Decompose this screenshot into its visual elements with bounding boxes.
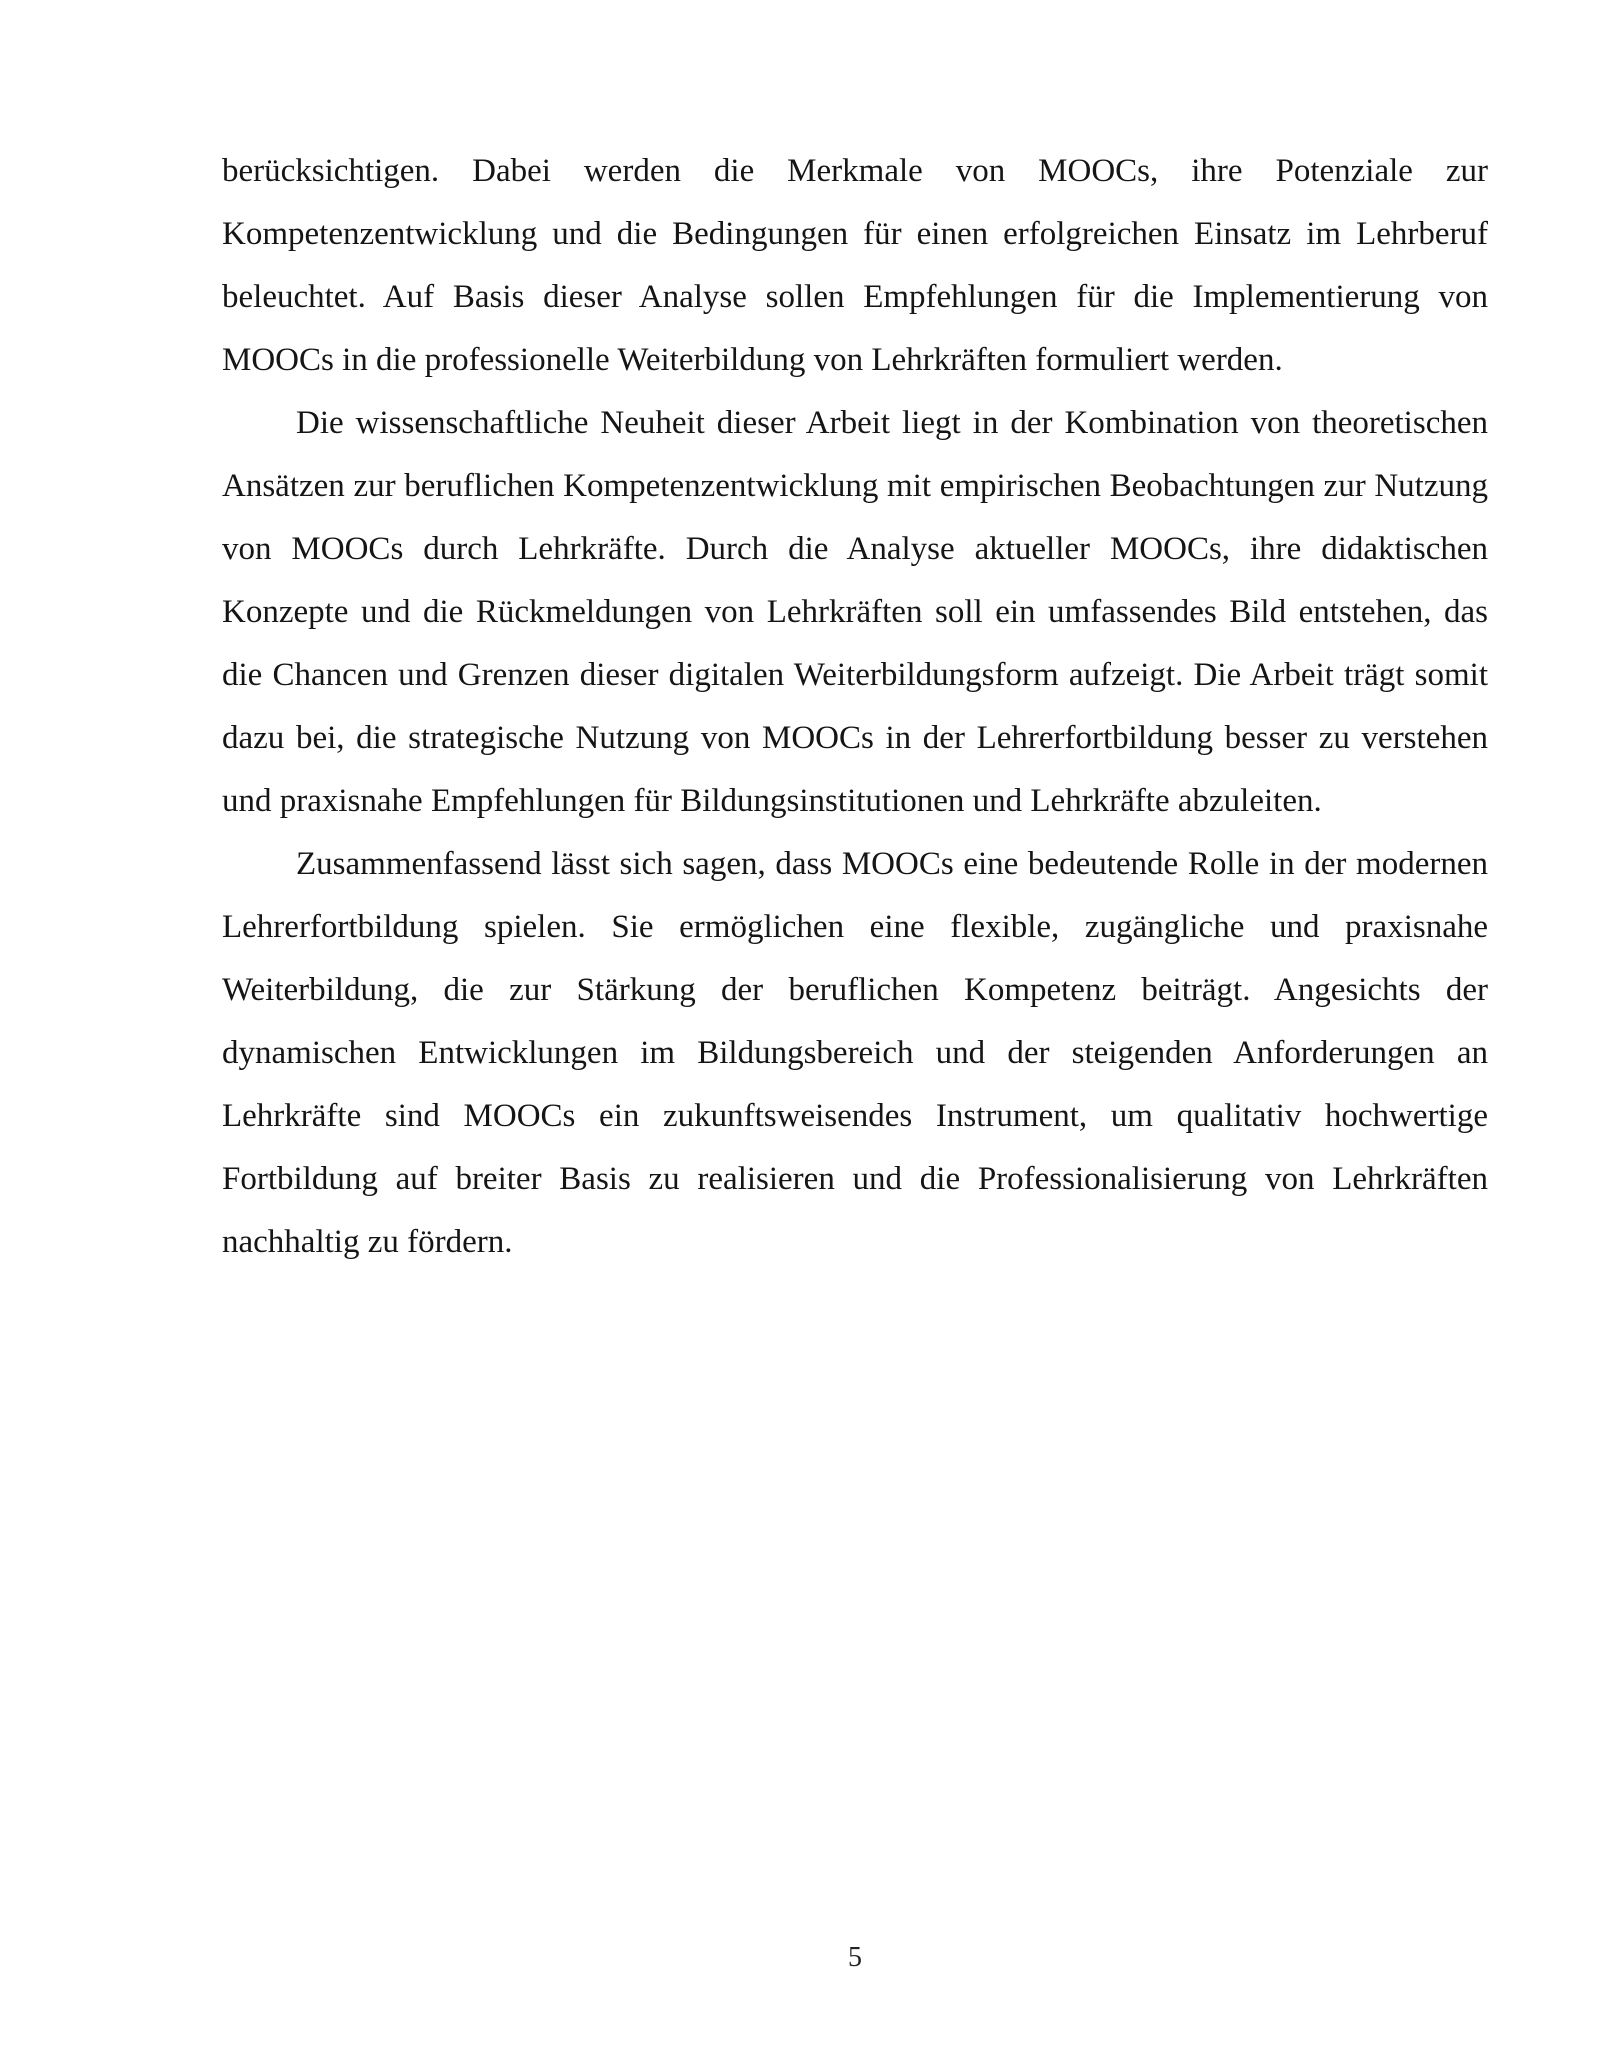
- paragraph-continued: berücksichtigen. Dabei werden die Merkmale von MOOCs, ihre Potenziale zur Kompetenzentwicklung und die Bedingungen für einen erfolgreichen Einsatz im Lehrberuf beleuchtet. Auf Basis dieser Analyse sollen Empfehlungen für die Implementierung von MOOCs in die professionelle Weiterbildung von Lehrkräften formuliert werden.: [222, 153, 1488, 378]
- paragraph-scientific-novelty: Die wissenschaftliche Neuheit dieser Arbeit liegt in der Kombination von theoretischen Ansätzen zur beruflichen Kompetenzentwicklung mit empirischen Beobachtungen zur Nutzung von MOOCs durch Lehrkräfte. Durch die Analyse aktueller MOOCs, ihre didaktischen Konzepte und die Rückmeldungen von Lehrkräften soll ein umfassendes Bild entstehen, das die Chancen und Grenzen dieser digitalen Weiterbildungsform aufzeigt. Die Arbeit trägt somit dazu bei, die strategische Nutzung von MOOCs in der Lehrerfortbildung besser zu verstehen und praxisnahe Empfehlungen für Bildungsinstitutionen und Lehrkräfte abzuleiten.: [222, 405, 1488, 819]
- page-number: 5: [848, 1942, 862, 1973]
- paragraph-summary: Zusammenfassend lässt sich sagen, dass MOOCs eine bedeutende Rolle in der modernen Lehrerfortbildung spielen. Sie ermöglichen eine flexible, zugängliche und praxisnahe Weiterbildung, die zur Stärkung der beruflichen Kompetenz beiträgt. Angesichts der dynamischen Entwicklungen im Bildungsbereich und der steigenden Anforderungen an Lehrkräfte sind MOOCs ein zukunftsweisendes Instrument, um qualitativ hochwertige Fortbildung auf breiter Basis zu realisieren und die Professionalisierung von Lehrkräften nachhaltig zu fördern.: [222, 846, 1488, 1260]
- body-text: [222, 140, 1488, 1274]
